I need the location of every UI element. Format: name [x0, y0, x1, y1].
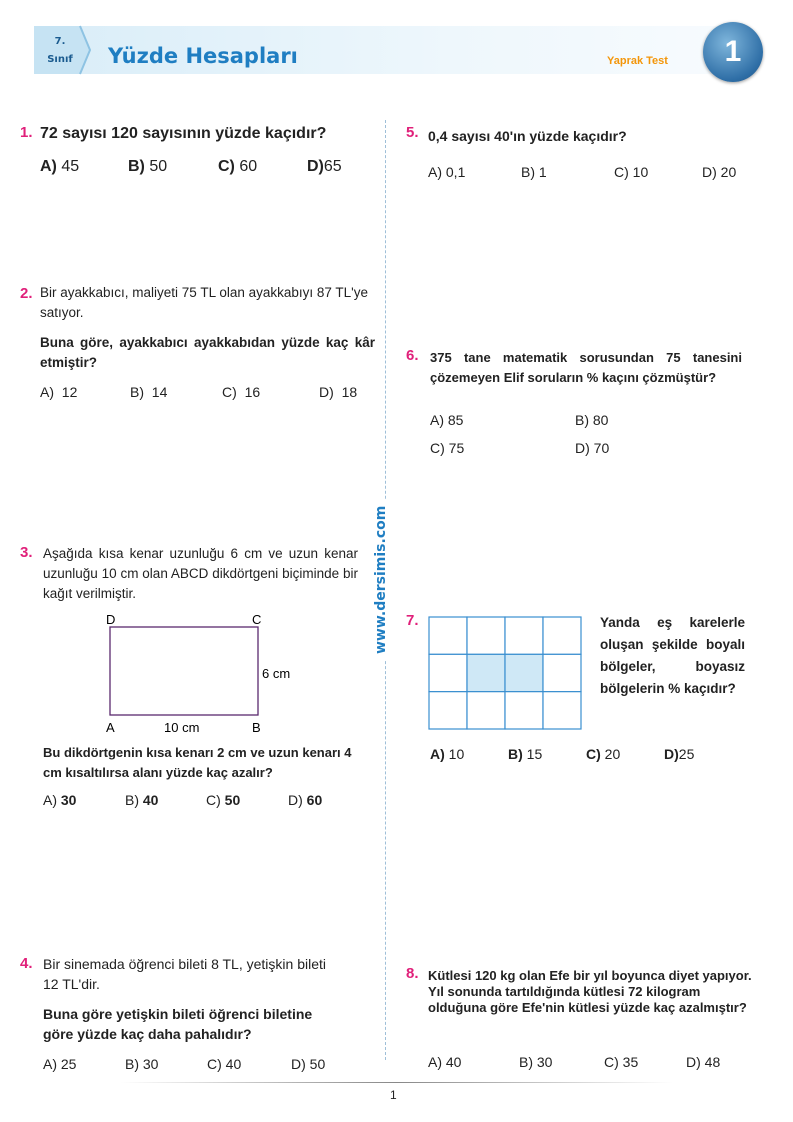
q3-option-a[interactable]: A) 30 — [43, 792, 77, 808]
q4-question: Buna göre yetişkin bileti öğrenci biletine göre yüzde kaç daha pahalıdır? — [43, 1006, 313, 1042]
q2-number: 2. — [20, 285, 33, 302]
label-side: 6 cm — [262, 666, 291, 681]
q5-option-c[interactable]: C) 10 — [614, 164, 649, 180]
q5-option-b[interactable]: B) 1 — [521, 164, 547, 180]
q7-text: Yanda eş karelerle oluşan şekilde boyalı bölgeler, boyasız bölgelerin % kaçıdır? — [600, 615, 745, 696]
grid-cell — [543, 617, 581, 654]
q1-option-c[interactable]: C) 60 — [218, 158, 258, 175]
test-number-badge: 1 — [703, 22, 763, 82]
q4-text: Bir sinemada öğrenci bileti 8 TL, yetişkin bileti 12 TL'dir. — [43, 956, 326, 992]
q4-option-c[interactable]: C) 40 — [207, 1056, 242, 1072]
q4-option-b[interactable]: B) 30 — [125, 1056, 159, 1072]
grid-cell — [467, 617, 505, 654]
q7-option-d[interactable]: D)25 — [664, 746, 695, 762]
grid-cell — [429, 692, 467, 729]
grid-cell — [467, 692, 505, 729]
q7-number: 7. — [406, 612, 419, 629]
grade-tab — [34, 33, 86, 75]
grid-cell-shaded — [505, 654, 543, 691]
grade-number: 7. — [54, 36, 66, 47]
q1-number: 1. — [20, 124, 33, 141]
square-grid-figure — [428, 616, 582, 730]
q3-question: Bu dikdörtgenin kısa kenarı 2 cm ve uzun kenarı 4 cm kısaltılırsa alanı yüzde kaç azalır? — [43, 745, 352, 780]
grid-cell — [543, 654, 581, 691]
q7-option-c[interactable]: C) 20 — [586, 746, 621, 762]
grid-cell — [505, 692, 543, 729]
page-number: 1 — [390, 1088, 397, 1102]
footer-line — [120, 1082, 673, 1083]
grid-cell — [429, 617, 467, 654]
label-d: D — [106, 612, 116, 627]
q6-option-c[interactable]: C) 75 — [430, 440, 465, 456]
site-watermark: www.dersimis.com — [373, 500, 389, 660]
q2-text: Bir ayakkabıcı, maliyeti 75 TL olan ayakkabıyı 87 TL'ye satıyor. — [40, 285, 368, 320]
rectangle-figure — [100, 610, 310, 738]
q5-option-a[interactable]: A) 0,1 — [428, 164, 466, 180]
q1-option-b[interactable]: B) 50 — [128, 158, 168, 175]
q8-option-a[interactable]: A) 40 — [428, 1054, 462, 1070]
q5-number: 5. — [406, 124, 419, 141]
q8-option-b[interactable]: B) 30 — [519, 1054, 553, 1070]
grade-label: Sınıf — [47, 54, 73, 65]
test-type: Yaprak Test — [607, 55, 668, 67]
q3-option-d[interactable]: D) 60 — [288, 792, 323, 808]
q2-option-c[interactable]: C) 16 — [222, 384, 261, 400]
q6-number: 6. — [406, 347, 419, 364]
grid-cell-shaded — [467, 654, 505, 691]
rectangle-abcd — [110, 627, 258, 715]
label-c: C — [252, 612, 262, 627]
q7-option-b[interactable]: B) 15 — [508, 746, 543, 762]
q8-option-c[interactable]: C) 35 — [604, 1054, 639, 1070]
q6-option-a[interactable]: A) 85 — [430, 412, 464, 428]
grid-cell — [543, 692, 581, 729]
q1-option-d[interactable]: D)65 — [307, 158, 342, 175]
page-title: Yüzde Hesapları — [108, 44, 298, 68]
q3-option-b[interactable]: B) 40 — [125, 792, 159, 808]
q1-option-a[interactable]: A) 45 — [40, 158, 80, 175]
q2-option-d[interactable]: D) 18 — [319, 384, 358, 400]
grid-cell — [505, 617, 543, 654]
q4-number: 4. — [20, 955, 33, 972]
q6-option-d[interactable]: D) 70 — [575, 440, 610, 456]
q8-text: Kütlesi 120 kg olan Efe bir yıl boyunca diyet yapıyor. Yıl sonunda tartıldığında kütlesi 72 kilogram olduğuna göre Efe'nin kütlesi yüzde kaç azalmıştır? — [428, 968, 752, 1015]
q5-text: 0,4 sayısı 40'ın yüzde kaçıdır? — [428, 128, 627, 144]
q2-question: Buna göre, ayakkabıcı ayakkabıdan yüzde kaç kâr etmiştir? — [40, 335, 375, 370]
q2-option-a[interactable]: A) 12 — [40, 384, 78, 400]
label-b: B — [252, 720, 261, 735]
q4-option-a[interactable]: A) 25 — [43, 1056, 77, 1072]
q8-option-d[interactable]: D) 48 — [686, 1054, 721, 1070]
label-a: A — [106, 720, 115, 735]
grid-cell — [429, 654, 467, 691]
q3-option-c[interactable]: C) 50 — [206, 792, 241, 808]
q6-text: 375 tane matematik sorusundan 75 tanesini çözemeyen Elif soruların % kaçını çözmüştür? — [430, 350, 742, 385]
label-base: 10 cm — [164, 720, 200, 735]
q1-text: 72 sayısı 120 sayısının yüzde kaçıdır? — [40, 125, 327, 142]
q7-option-a[interactable]: A) 10 — [430, 746, 465, 762]
q5-option-d[interactable]: D) 20 — [702, 164, 737, 180]
q8-number: 8. — [406, 965, 419, 982]
q3-text: Aşağıda kısa kenar uzunluğu 6 cm ve uzun kenar uzunluğu 10 cm olan ABCD dikdörtgeni biçiminde bir kağıt verilmiştir. — [43, 546, 358, 601]
q2-option-b[interactable]: B) 14 — [130, 384, 168, 400]
q4-option-d[interactable]: D) 50 — [291, 1056, 326, 1072]
q6-option-b[interactable]: B) 80 — [575, 412, 609, 428]
q3-number: 3. — [20, 544, 33, 561]
